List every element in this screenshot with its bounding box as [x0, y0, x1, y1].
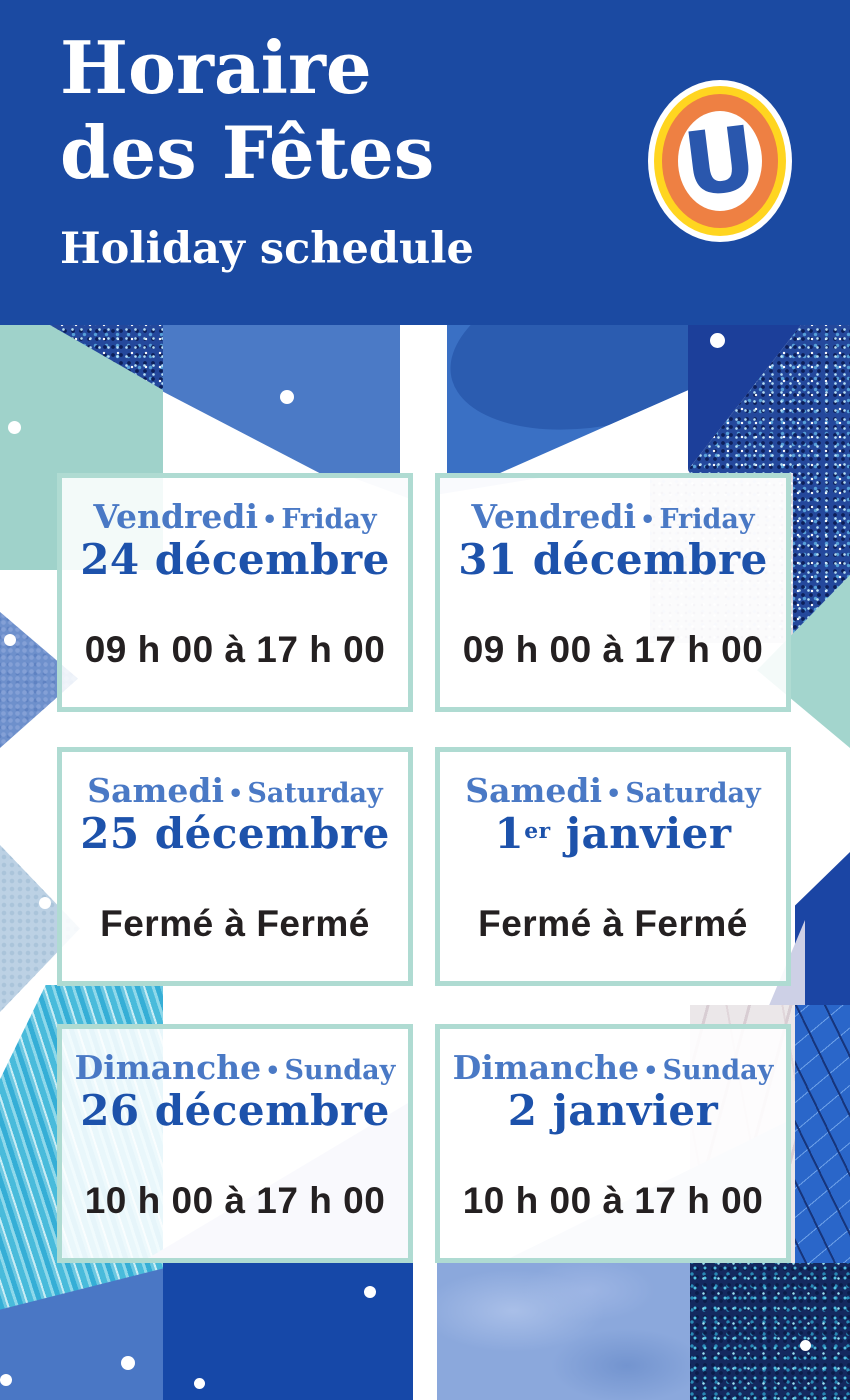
- bg-watercolor-bottom: [437, 1263, 690, 1400]
- day-separator: •: [606, 779, 622, 808]
- card-date: [80, 534, 390, 584]
- card-date: [80, 1085, 390, 1135]
- snow-dot: [710, 333, 725, 348]
- date-main: 24 décembre: [80, 534, 390, 584]
- snow-dot: [0, 1374, 12, 1386]
- day-fr: Dimanche: [74, 1048, 262, 1087]
- card-date: [458, 534, 768, 584]
- poster-subtitle: Holiday schedule: [60, 224, 474, 274]
- date-main: 1: [494, 808, 525, 858]
- snow-dot: [280, 390, 294, 404]
- uniprix-logo-icon: [648, 80, 792, 242]
- day-en: Sunday: [662, 1055, 774, 1086]
- schedule-card-jan2: [435, 1024, 791, 1263]
- day-en: Sunday: [284, 1055, 396, 1086]
- schedule-card-dec31: [435, 473, 791, 712]
- day-separator: •: [262, 505, 278, 534]
- schedule-card-dec26: [57, 1024, 413, 1263]
- card-date: [80, 808, 390, 858]
- card-date: [494, 808, 732, 858]
- day-en: Saturday: [625, 778, 761, 809]
- snow-dot: [194, 1378, 205, 1389]
- snow-dot: [8, 421, 21, 434]
- date-main: 25 décembre: [80, 808, 390, 858]
- day-fr: Vendredi: [471, 497, 637, 536]
- card-hours: 10 h 00 à 17 h 00: [84, 1180, 386, 1221]
- title-line-fr-2: des Fêtes: [60, 109, 435, 195]
- schedule-card-jan1: [435, 747, 791, 986]
- day-en: Saturday: [247, 778, 383, 809]
- bg-blue-blob: [447, 325, 688, 455]
- schedule-card-dec25: [57, 747, 413, 986]
- card-day-line: [93, 497, 377, 536]
- day-fr: Samedi: [87, 771, 224, 810]
- card-date: [507, 1085, 719, 1135]
- snow-dot: [121, 1356, 135, 1370]
- logo-letter: U: [678, 106, 762, 217]
- card-hours: 09 h 00 à 17 h 00: [462, 629, 764, 670]
- day-separator: •: [265, 1056, 281, 1085]
- day-en: Friday: [659, 504, 755, 535]
- date-main: 2 janvier: [507, 1085, 719, 1135]
- day-fr: Vendredi: [93, 497, 259, 536]
- bg-blue-block-topcenter: [447, 325, 688, 473]
- card-hours: 09 h 00 à 17 h 00: [84, 629, 386, 670]
- snow-dot: [4, 634, 16, 646]
- day-fr: Samedi: [465, 771, 602, 810]
- snow-dot: [39, 897, 51, 909]
- card-hours: Fermé à Fermé: [478, 903, 748, 944]
- date-main: 31 décembre: [458, 534, 768, 584]
- date-rest: janvier: [550, 808, 732, 858]
- header-banner: [0, 0, 850, 325]
- card-hours: Fermé à Fermé: [100, 903, 370, 944]
- card-day-line: [465, 771, 761, 810]
- card-day-line: [471, 497, 755, 536]
- poster-title: [60, 26, 434, 196]
- bg-crackle-right: [795, 1005, 850, 1270]
- snow-dot: [800, 1340, 811, 1351]
- card-day-line: [74, 1048, 396, 1087]
- day-separator: •: [228, 779, 244, 808]
- card-day-line: [452, 1048, 774, 1087]
- bg-glitter-bottomright: [690, 1263, 850, 1400]
- day-en: Friday: [281, 504, 377, 535]
- day-fr: Dimanche: [452, 1048, 640, 1087]
- card-day-line: [87, 771, 383, 810]
- schedule-card-dec24: [57, 473, 413, 712]
- day-separator: •: [640, 505, 656, 534]
- date-sup: er: [524, 817, 551, 844]
- title-line-fr-1: Horaire: [60, 25, 372, 110]
- snow-dot: [364, 1286, 376, 1298]
- date-main: 26 décembre: [80, 1085, 390, 1135]
- day-separator: •: [643, 1056, 659, 1085]
- card-hours: 10 h 00 à 17 h 00: [462, 1180, 764, 1221]
